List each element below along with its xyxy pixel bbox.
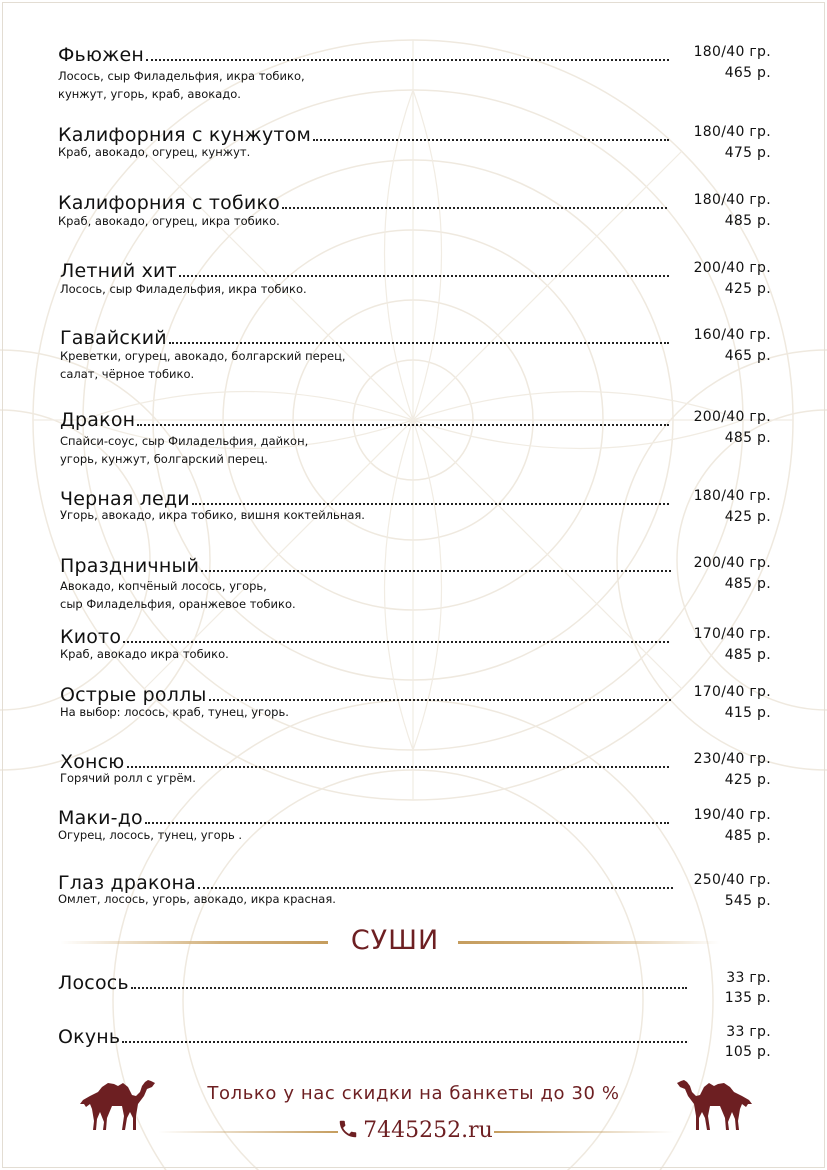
menu-item-description <box>60 347 480 383</box>
menu-item <box>0 254 827 324</box>
leader-dots <box>122 1040 687 1043</box>
menu-item-name: Калифорния с кунжутом <box>58 124 312 146</box>
divider-left <box>60 941 328 944</box>
leader-dots <box>201 569 671 572</box>
menu-item <box>0 403 827 473</box>
menu-item-weight: 190/40 гр. <box>693 807 771 823</box>
leader-dots <box>198 886 673 889</box>
menu-item-weight: 230/40 гр. <box>693 751 771 767</box>
sushi-item-name-row <box>58 966 687 994</box>
leader-dots <box>137 423 669 426</box>
menu-item-weight: 180/40 гр. <box>693 488 771 504</box>
sushi-item-price: 135 р. <box>724 990 771 1006</box>
menu-item-description <box>60 577 480 613</box>
description-line: Горячий ролл с угрём. <box>60 771 196 785</box>
leader-dots <box>313 138 669 141</box>
description-line: Угорь, авокадо, икра тобико, вишня коктейльная. <box>60 508 365 522</box>
menu-item-price: 485 р. <box>724 576 771 592</box>
description-line: Лосось, сыр Филадельфия, икра тобико, <box>58 69 305 83</box>
menu-item-description <box>60 506 480 524</box>
leader-dots <box>131 986 687 989</box>
menu-item-price: 485 р. <box>724 430 771 446</box>
menu-item <box>0 38 827 108</box>
menu-item-price: 415 р. <box>724 705 771 721</box>
menu-item-description <box>58 890 478 908</box>
menu-item-name: Летний хит <box>60 260 177 282</box>
description-line: Краб, авокадо икра тобико. <box>60 647 229 661</box>
menu-item-weight: 200/40 гр. <box>693 555 771 571</box>
menu-item-weight: 180/40 гр. <box>693 124 771 140</box>
menu-item-name: Хонсю <box>60 751 125 773</box>
menu-item <box>0 118 827 188</box>
menu-item-weight: 160/40 гр. <box>693 327 771 343</box>
menu-item-weight: 250/40 гр. <box>693 872 771 888</box>
menu-item-price: 485 р. <box>724 213 771 229</box>
menu-item-description <box>58 212 478 230</box>
menu-item-name-row <box>60 620 669 648</box>
phone-text: 7445252.ru <box>363 1118 493 1143</box>
description-line: Авокадо, копчёный лосось, угорь, <box>60 579 267 593</box>
sushi-item-weight: 33 гр. <box>726 970 771 986</box>
menu-item-name-row <box>60 321 669 349</box>
phone-link[interactable] <box>300 1118 530 1143</box>
menu-item-weight: 170/40 гр. <box>693 684 771 700</box>
description-line: сыр Филадельфия, оранжевое тобико. <box>60 597 296 611</box>
menu-item-price: 425 р. <box>724 281 771 297</box>
menu-item-description <box>60 769 480 787</box>
menu-item-name-row <box>60 254 669 282</box>
leader-dots <box>127 765 669 768</box>
description-line: Краб, авокадо, огурец, икра тобико. <box>58 214 280 228</box>
menu-item-description <box>58 143 478 161</box>
menu-item-name: Черная леди <box>60 488 190 510</box>
phone-icon <box>337 1118 359 1140</box>
menu-item-weight: 200/40 гр. <box>693 409 771 425</box>
menu-item-description <box>60 432 480 468</box>
divider-right <box>458 941 720 944</box>
leader-dots <box>282 206 667 209</box>
menu-item-weight: 180/40 гр. <box>693 44 771 60</box>
menu-item-price: 425 р. <box>724 509 771 525</box>
menu-item-name: Глаз дракона <box>58 872 196 894</box>
menu-item-price: 465 р. <box>724 348 771 364</box>
menu-item-name: Острые роллы <box>60 684 207 706</box>
menu-item-description <box>60 280 480 298</box>
description-line: На выбор: лосось, краб, тунец, угорь. <box>60 705 289 719</box>
sushi-item-price: 105 р. <box>724 1044 771 1060</box>
leader-dots <box>145 821 669 824</box>
description-line: Краб, авокадо, огурец, кунжут. <box>58 145 251 159</box>
menu-item-price: 465 р. <box>724 65 771 81</box>
menu-item-name-row <box>58 38 669 66</box>
sushi-item-weight: 33 гр. <box>726 1024 771 1040</box>
menu-item-weight: 200/40 гр. <box>693 260 771 276</box>
menu-item-description <box>58 67 478 103</box>
menu-item-name-row <box>60 403 669 431</box>
menu-item-price: 425 р. <box>724 772 771 788</box>
menu-item <box>0 801 827 871</box>
menu-item <box>0 678 827 748</box>
description-line: Огурец, лосось, тунец, угорь . <box>58 828 243 842</box>
menu-item-name-row <box>58 118 669 146</box>
menu-item-price: 475 р. <box>724 145 771 161</box>
description-line: Креветки, огурец, авокадо, болгарский перец, <box>60 349 346 363</box>
menu-item-name-row <box>60 678 671 706</box>
description-line: Лосось, сыр Филадельфия, икра тобико. <box>60 282 307 296</box>
description-line: кунжут, угорь, краб, авокадо. <box>58 87 241 101</box>
sushi-item-name-row <box>58 1020 687 1048</box>
leader-dots <box>169 341 669 344</box>
menu-item-price: 545 р. <box>724 893 771 909</box>
menu-item-name-row <box>60 549 671 577</box>
menu-item-name: Гавайский <box>60 327 167 349</box>
menu-item-description <box>60 703 480 721</box>
menu-item-name: Праздничный <box>60 555 200 577</box>
description-line: угорь, кунжут, болгарский перец. <box>60 452 268 466</box>
leader-dots <box>123 640 669 643</box>
menu-item-name-row <box>58 801 669 829</box>
menu-item-weight: 180/40 гр. <box>693 192 771 208</box>
menu-item-name: Дракон <box>60 409 136 431</box>
camel-icon <box>78 1074 158 1134</box>
menu-item-description <box>58 826 478 844</box>
leader-dots <box>192 502 669 505</box>
sushi-section-header <box>0 925 827 961</box>
menu-item <box>0 482 827 552</box>
menu-item-name: Фьюжен <box>58 44 144 66</box>
menu-item <box>0 549 827 619</box>
menu-item-price: 485 р. <box>724 828 771 844</box>
menu-item-name-row <box>58 186 667 214</box>
menu-item-weight: 170/40 гр. <box>693 626 771 642</box>
leader-dots <box>146 58 669 61</box>
menu-item-name: Калифорния с тобико <box>58 192 280 214</box>
leader-dots <box>179 274 669 277</box>
description-line: Омлет, лосось, угорь, авокадо, икра красная. <box>58 892 336 906</box>
sushi-item-name: Лосось <box>58 972 129 994</box>
leader-dots <box>209 698 671 701</box>
description-line: салат, чёрное тобико. <box>60 367 195 381</box>
menu-item-description <box>60 645 480 663</box>
camel-icon <box>674 1074 754 1134</box>
sushi-item-name: Окунь <box>58 1026 121 1048</box>
menu-item <box>0 186 827 256</box>
menu-item-name: Киото <box>60 626 122 648</box>
menu-item <box>0 321 827 391</box>
banquet-promo: Только у нас скидки на банкеты до 30 % <box>207 1083 620 1104</box>
section-title: СУШИ <box>350 925 440 956</box>
description-line: Спайси-соус, сыр Филадельфия, дайкон, <box>60 434 309 448</box>
menu-item-price: 485 р. <box>724 647 771 663</box>
menu-item-name: Маки-до <box>58 807 143 829</box>
